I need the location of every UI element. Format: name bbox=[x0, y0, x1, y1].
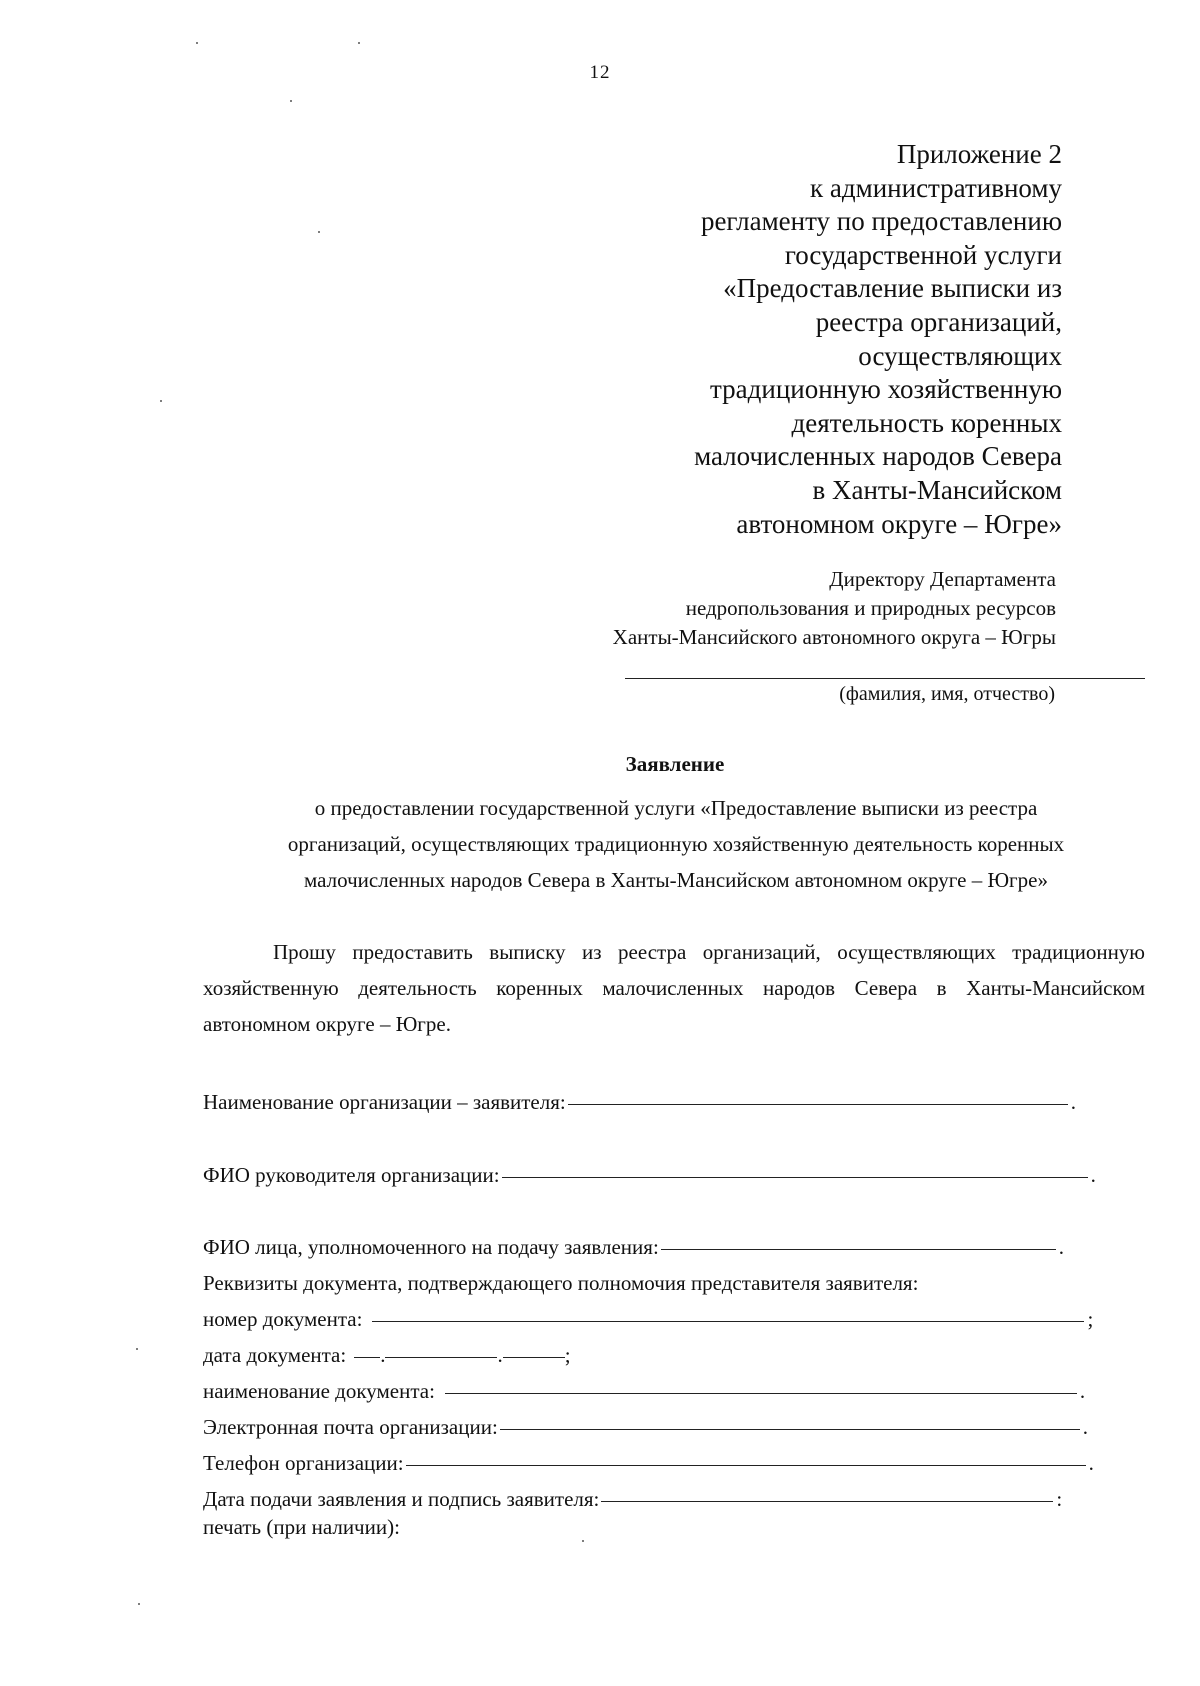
doc-number-end: ; bbox=[1087, 1307, 1094, 1331]
doc-name-label: наименование документа: bbox=[203, 1379, 435, 1403]
appendix-line: реестра организаций, bbox=[815, 306, 1062, 337]
email-field bbox=[203, 1415, 1088, 1440]
addressee-block bbox=[613, 565, 1056, 652]
doc-date-dot: . bbox=[380, 1343, 386, 1367]
email-end: . bbox=[1082, 1415, 1089, 1439]
head-fio-label: ФИО руководителя организации: bbox=[203, 1163, 500, 1187]
scan-speck bbox=[196, 42, 198, 44]
doc-date-label: дата документа: bbox=[203, 1343, 347, 1367]
doc-date-dot: . bbox=[497, 1343, 503, 1367]
email-input-line[interactable] bbox=[500, 1428, 1080, 1430]
scan-speck bbox=[290, 100, 292, 102]
doc-date-parts bbox=[354, 1343, 570, 1368]
requisites-heading: Реквизиты документа, подтверждающего полномочия представителя заявителя: bbox=[203, 1271, 919, 1295]
appendix-line: традиционную хозяйственную bbox=[710, 374, 1062, 405]
phone-label: Телефон организации: bbox=[203, 1451, 404, 1475]
date-signature-input-line[interactable] bbox=[601, 1500, 1053, 1502]
doc-number-field bbox=[203, 1307, 1093, 1332]
date-signature-label: Дата подачи заявления и подпись заявителя: bbox=[203, 1487, 600, 1511]
phone-field bbox=[203, 1451, 1094, 1476]
head-fio-end: . bbox=[1090, 1163, 1096, 1187]
scan-speck bbox=[136, 1348, 138, 1350]
authorized-fio-end: . bbox=[1058, 1235, 1065, 1259]
addressee-line: Директору Департамента bbox=[829, 567, 1056, 591]
doc-date-field bbox=[203, 1343, 571, 1368]
seal-label: печать (при наличии): bbox=[203, 1515, 400, 1539]
application-title: Заявление bbox=[625, 752, 725, 776]
phone-input-line[interactable] bbox=[406, 1464, 1086, 1466]
org-name-label: Наименование организации – заявителя: bbox=[203, 1090, 566, 1114]
appendix-line: «Предоставление выписки из bbox=[723, 273, 1062, 304]
subtitle-line: малочисленных народов Севера в Ханты-Мансийском автономном округе – Югре» bbox=[304, 868, 1048, 892]
date-signature-end: : bbox=[1056, 1487, 1063, 1511]
phone-end: . bbox=[1088, 1451, 1094, 1475]
head-fio-field bbox=[203, 1163, 1096, 1188]
authorized-fio-field bbox=[203, 1235, 1064, 1260]
appendix-line: автономном округе – Югре» bbox=[736, 508, 1062, 539]
appendix-line: в Ханты-Мансийском bbox=[812, 474, 1062, 505]
request-paragraph: Прошу предоставить выписку из реестра организаций, осуществляющих традиционную хозяйственную деятельность коренных малочисленных народов Севера в Ханты-Мансийском автономном округе – Югре. bbox=[203, 940, 1145, 1036]
page-number: 12 bbox=[589, 62, 611, 83]
doc-date-end: ; bbox=[564, 1343, 571, 1367]
org-name-end: . bbox=[1070, 1090, 1076, 1114]
doc-name-field bbox=[203, 1379, 1085, 1404]
appendix-line: малочисленных народов Севера bbox=[694, 441, 1062, 472]
date-signature-field bbox=[203, 1487, 1062, 1512]
doc-name-end: . bbox=[1079, 1379, 1086, 1403]
addressee-fio-line bbox=[625, 678, 1145, 679]
doc-number-input-line[interactable] bbox=[372, 1320, 1084, 1322]
scan-speck bbox=[582, 1540, 584, 1542]
appendix-header bbox=[694, 138, 1062, 541]
scan-speck bbox=[138, 1603, 140, 1605]
head-fio-input-line[interactable] bbox=[502, 1176, 1088, 1178]
doc-number-label: номер документа: bbox=[203, 1307, 363, 1331]
authorized-fio-input-line[interactable] bbox=[661, 1248, 1056, 1250]
appendix-line: к административному bbox=[810, 172, 1062, 203]
appendix-line: деятельность коренных bbox=[791, 407, 1062, 438]
doc-name-input-line[interactable] bbox=[445, 1392, 1077, 1394]
appendix-line: Приложение 2 bbox=[896, 139, 1062, 169]
addressee-line: недропользования и природных ресурсов bbox=[685, 596, 1056, 620]
email-label: Электронная почта организации: bbox=[203, 1415, 498, 1439]
subtitle-line: о предоставлении государственной услуги «Предоставление выписки из реестра bbox=[314, 796, 1038, 820]
addressee-line: Ханты-Мансийского автономного округа – Югры bbox=[612, 625, 1056, 649]
scan-speck bbox=[160, 400, 162, 402]
application-subtitle bbox=[216, 790, 1136, 898]
scan-speck bbox=[358, 42, 360, 44]
doc-date-month[interactable] bbox=[385, 1356, 497, 1358]
appendix-line: государственной услуги bbox=[784, 239, 1062, 270]
scan-speck bbox=[318, 231, 320, 233]
appendix-line: осуществляющих bbox=[858, 340, 1062, 371]
org-name-input-line[interactable] bbox=[568, 1103, 1068, 1105]
subtitle-line: организаций, осуществляющих традиционную хозяйственную деятельность коренных bbox=[287, 832, 1065, 856]
org-name-field bbox=[203, 1090, 1076, 1115]
doc-date-year[interactable] bbox=[503, 1356, 565, 1358]
authorized-fio-label: ФИО лица, уполномоченного на подачу заявления: bbox=[203, 1235, 659, 1259]
doc-date-day[interactable] bbox=[354, 1356, 380, 1358]
appendix-line: регламенту по предоставлению bbox=[700, 206, 1062, 237]
addressee-fio-caption: (фамилия, имя, отчество) bbox=[839, 683, 1055, 705]
